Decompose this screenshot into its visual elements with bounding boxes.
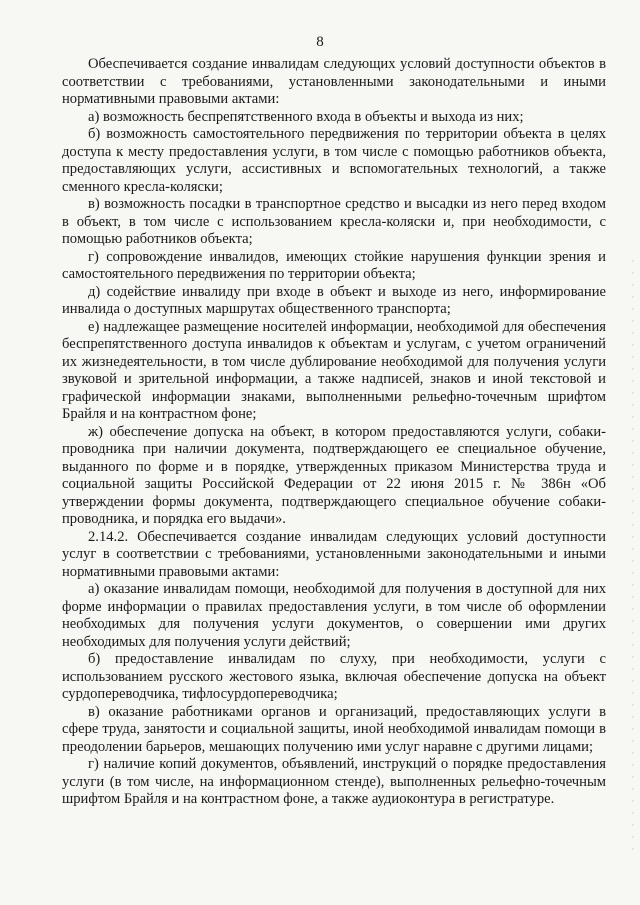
- paragraph-section2-item-a: а) оказание инвалидам помощи, необходимой для получения в доступной для них форме информации о правилах предоставления услуги, в том числе об оформлении необходимых для получения услуги документов, о совершении ими других необходимых для получения услуги действий;: [62, 581, 606, 650]
- page-number: 8: [316, 34, 324, 50]
- paragraph-intro: Обеспечивается создание инвалидам следующих условий доступности объектов в соответствии с требованиями, установленными законодательными и иными нормативными правовыми актами:: [62, 56, 606, 107]
- paragraph-item-v: в) возможность посадки в транспортное средство и высадки из него перед входом в объект, в том числе с использованием кресла-коляски и, при необходимости, с помощью работников объекта;: [62, 196, 606, 247]
- paragraph-section2-item-b: б) предоставление инвалидам по слуху, при необходимости, услуги с использованием русского жестового языка, включая обеспечение допуска на объект сурдопереводчика, тифлосурдопереводчика;: [62, 651, 606, 702]
- paragraph-item-e: е) надлежащее размещение носителей информации, необходимой для обеспечения беспрепятственного доступа инвалидов к объектам и услугам, с учетом ограничений их жизнедеятельности, в том числе дублирование необходимой для получения услуги звуковой и зрительной информации, а также надписей, знаков и иной текстовой и графической информации знаками, выполненными рельефно-точечным шрифтом Брайля и на контрастном фоне;: [62, 318, 606, 422]
- paragraph-item-zh: ж) обеспечение допуска на объект, в котором предоставляются услуги, собаки-проводника при наличии документа, подтверждающего ее специальное обучение, выданного по форме и в порядке, утвержденных приказом Министерства труда и социальной защиты Российской Федерации от 22 июня 2015 г. № 386н «Об утверждении формы документа, подтверждающего специальное обучение собаки-проводника, и порядка его выдачи».: [62, 423, 606, 527]
- paragraph-section2-item-g: г) наличие копий документов, объявлений, инструкций о порядке предоставления услуги (в том числе, на информационном стенде), выполненных рельефно-точечным шрифтом Брайля и на контрастном фоне, а также аудиоконтура в регистратуре.: [62, 756, 606, 807]
- paragraph-section2-item-v: в) оказание работниками органов и организаций, предоставляющих услуги в сфере труда, занятости и социальной защиты, иной необходимой инвалидам помощи в преодолении барьеров, мешающих получению ими услуг наравне с другими лицами;: [62, 703, 606, 755]
- paragraph-item-b: б) возможность самостоятельного передвижения по территории объекта в целях доступа к месту предоставления услуги, в том числе с помощью работников объекта, предоставляющих услуги, ассистивных и вспомогательных технологий, а также сменного кресла-коляски;: [62, 126, 606, 195]
- paragraph-item-d: д) содействие инвалиду при входе в объект и выходе из него, информирование инвалида о доступных маршрутах общественного транспорта;: [62, 283, 606, 317]
- paragraph-item-g: г) сопровождение инвалидов, имеющих стойкие нарушения функции зрения и самостоятельного передвижения по территории объекта;: [62, 248, 606, 282]
- paragraph-section-2-14-2: 2.14.2. Обеспечивается создание инвалидам следующих условий доступности услуг в соответствии с требованиями, установленными законодательными и иными нормативными правовыми актами:: [62, 528, 606, 580]
- document-body: [62, 56, 606, 809]
- paragraph-item-a: а) возможность беспрепятственного входа в объекты и выхода из них;: [88, 108, 524, 125]
